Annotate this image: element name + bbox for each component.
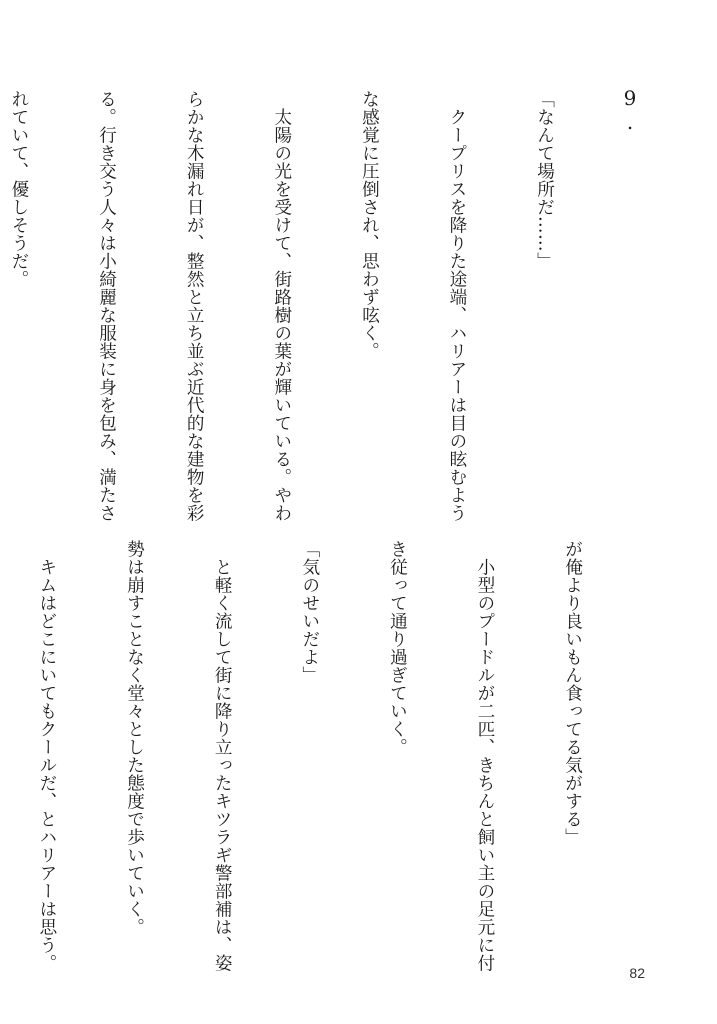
text-line: れていて、優しそうだ。	[8, 90, 29, 288]
text-line: キムはどこにいてもクールだ、とハリアーは思う。	[36, 540, 57, 972]
text-line: 小型のプードルが二匹、きちんと飼い主の足元に付	[474, 540, 495, 972]
text-line: クープリスを降りた途端、ハリアーは目の眩むよう	[446, 90, 467, 522]
text-block-top	[0, 90, 617, 522]
text-line: と軽く流して街に降り立ったキツラギ警部補は、姿	[212, 540, 233, 972]
text-line: る。行き交う人々は小綺麗な服装に身を包み、満たさ	[96, 90, 117, 522]
chapter-number: 9.	[618, 86, 642, 134]
text-line: 太陽の光を受けて、街路樹の葉が輝いている。やわ	[271, 90, 292, 522]
page-number: 82	[629, 965, 645, 981]
text-line: な感覚に圧倒され、思わず呟く。	[359, 90, 380, 360]
text-line: らかな木漏れ日が、整然と立ち並ぶ近代的な建物を彩	[184, 90, 205, 522]
text-line: 「なんて場所だ……」	[534, 90, 555, 270]
text-line: き従って通り過ぎていく。	[387, 540, 408, 756]
text-line: 勢は崩すことなく堂々とした態度で歩いていく。	[124, 540, 145, 936]
text-line: 「気のせいだよ」	[299, 540, 320, 684]
text-line: が俺より良いもん食ってる気がする」	[562, 540, 583, 846]
text-block-bottom	[0, 540, 645, 972]
